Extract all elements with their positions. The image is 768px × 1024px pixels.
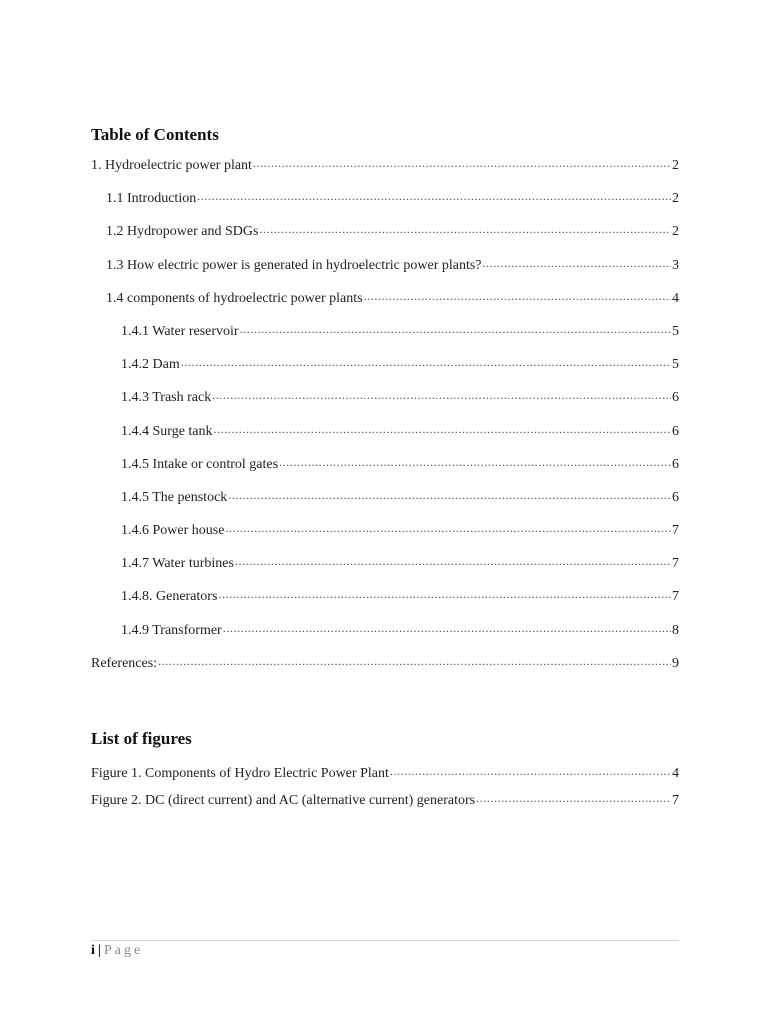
dot-leader <box>279 454 671 468</box>
toc-entry-page-number: 2 <box>672 158 679 173</box>
toc-entry-label: 1.3 How electric power is generated in hydroelectric power plants? <box>106 257 482 273</box>
list-of-figures-list <box>91 763 679 817</box>
dot-leader <box>158 653 671 667</box>
toc-entry-page-number: 6 <box>672 456 679 472</box>
toc-entry-page-number: 2 <box>672 191 679 207</box>
dot-leader <box>483 255 671 269</box>
toc-entry-label: 1. Hydroelectric power plant <box>91 158 252 173</box>
toc-entry-label: 1.4.6 Power house <box>121 523 225 539</box>
toc-entry-label: 1.4.3 Trash rack <box>121 390 212 406</box>
dot-leader <box>181 354 671 368</box>
dot-leader <box>212 387 671 401</box>
toc-entry[interactable] <box>91 487 679 520</box>
toc-list <box>91 155 679 686</box>
toc-entry-label: 1.1 Introduction <box>106 191 197 207</box>
toc-entry-label: 1.4.5 Intake or control gates <box>121 456 279 472</box>
toc-entry[interactable] <box>91 553 679 586</box>
toc-entry[interactable] <box>91 454 679 487</box>
toc-entry-label: 1.4.1 Water reservoir <box>121 323 239 339</box>
figure-entry-label: Figure 2. DC (direct current) and AC (alternative current) generators <box>91 793 476 808</box>
page-footer <box>91 943 143 959</box>
toc-entry-page-number: 8 <box>672 622 679 638</box>
dot-leader <box>228 487 671 501</box>
dot-leader <box>235 553 671 567</box>
toc-entry-label: 1.2 Hydropower and SDGs <box>106 224 259 240</box>
toc-entry-page-number: 7 <box>672 589 679 605</box>
dot-leader <box>259 221 671 235</box>
dot-leader <box>240 321 671 335</box>
dot-leader <box>197 188 671 202</box>
toc-entry-page-number: 7 <box>672 523 679 539</box>
dot-leader <box>476 790 671 804</box>
toc-entry-page-number: 9 <box>672 655 679 671</box>
figure-entry[interactable] <box>91 790 679 817</box>
toc-heading: Table of Contents <box>91 125 219 144</box>
toc-entry[interactable] <box>91 321 679 354</box>
toc-entry-page-number: 6 <box>672 390 679 406</box>
toc-entry[interactable] <box>91 620 679 653</box>
footer-page-word: Page <box>103 943 144 958</box>
toc-entry[interactable] <box>91 387 679 420</box>
figure-entry-page-number: 7 <box>672 793 679 808</box>
footer-page-number: i <box>91 943 95 958</box>
toc-entry[interactable] <box>91 255 679 288</box>
toc-entry-page-number: 5 <box>672 323 679 339</box>
figure-entry[interactable] <box>91 763 679 790</box>
toc-entry[interactable] <box>91 155 679 188</box>
dot-leader <box>225 520 671 534</box>
dot-leader <box>223 620 671 634</box>
toc-entry[interactable] <box>91 354 679 387</box>
toc-entry-label: 1.4.4 Surge tank <box>121 423 213 439</box>
toc-entry-label: 1.4.2 Dam <box>121 357 180 373</box>
toc-entry-page-number: 7 <box>672 556 679 572</box>
toc-entry-label: 1.4.7 Water turbines <box>121 556 234 572</box>
footer-separator: | <box>97 943 101 958</box>
toc-entry-label: 1.4.5 The penstock <box>121 489 228 505</box>
toc-entry[interactable] <box>91 653 679 686</box>
footer-divider <box>91 940 679 941</box>
toc-entry[interactable] <box>91 288 679 321</box>
toc-entry-label: 1.4 components of hydroelectric power plants <box>106 290 363 306</box>
dot-leader <box>218 586 671 600</box>
toc-entry-page-number: 4 <box>672 290 679 306</box>
toc-entry[interactable] <box>91 421 679 454</box>
document-page <box>91 0 679 1024</box>
dot-leader <box>364 288 671 302</box>
toc-entry-label: 1.4.9 Transformer <box>121 622 222 638</box>
toc-entry[interactable] <box>91 520 679 553</box>
toc-entry-label: References: <box>91 655 158 671</box>
dot-leader <box>390 763 671 777</box>
toc-entry-page-number: 3 <box>672 257 679 273</box>
toc-entry-page-number: 6 <box>672 423 679 439</box>
list-of-figures-heading: List of figures <box>91 729 192 748</box>
figure-entry-label: Figure 1. Components of Hydro Electric Power Plant <box>91 766 389 781</box>
toc-entry-page-number: 6 <box>672 489 679 505</box>
toc-entry[interactable] <box>91 586 679 619</box>
figure-entry-page-number: 4 <box>672 766 679 781</box>
toc-entry-page-number: 5 <box>672 357 679 373</box>
dot-leader <box>253 155 671 169</box>
toc-entry-page-number: 2 <box>672 224 679 240</box>
dot-leader <box>214 421 671 435</box>
toc-entry-label: 1.4.8. Generators <box>121 589 218 605</box>
toc-entry[interactable] <box>91 188 679 221</box>
toc-entry[interactable] <box>91 221 679 254</box>
